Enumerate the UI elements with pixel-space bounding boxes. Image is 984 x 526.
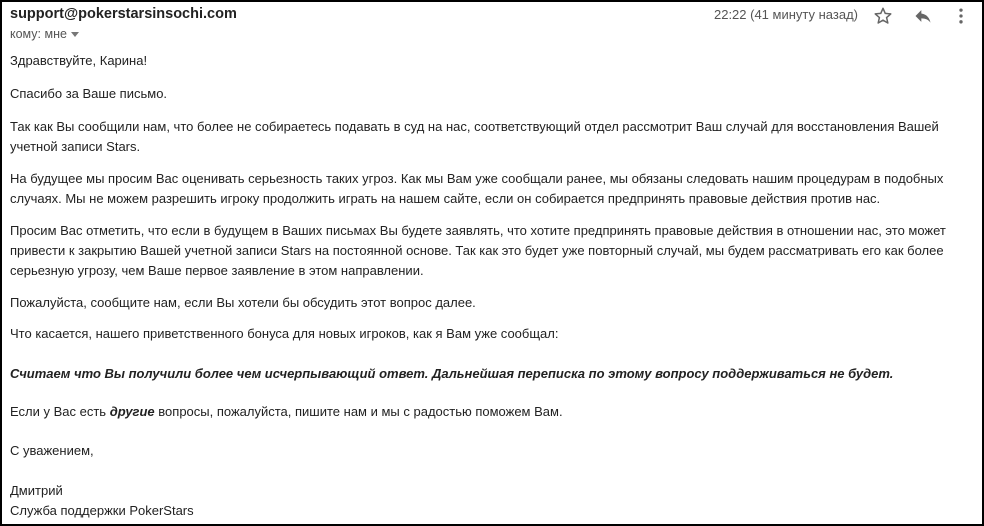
sender-address[interactable]: support@pokerstarsinsochi.com	[10, 6, 237, 22]
paragraph-other-questions	[10, 402, 563, 422]
greeting: Здравствуйте, Карина!	[10, 53, 148, 68]
message-timestamp: 22:22 (41 минуту назад)	[713, 7, 858, 22]
reply-icon	[913, 6, 933, 26]
reply-button[interactable]	[912, 5, 934, 27]
recipient-toggle[interactable]	[10, 27, 79, 41]
paragraph-discuss: Пожалуйста, сообщите нам, если Вы хотели бы обсудить этот вопрос далее.	[10, 295, 476, 310]
bold-statement: Считаем что Вы получили более чем исчерпывающий ответ. Дальнейшая переписка по этому вопросу поддерживаться не будет.	[10, 366, 894, 381]
other-questions-emphasis: другие	[109, 404, 155, 419]
other-questions-prefix: Если у Вас есть	[10, 404, 110, 419]
paragraph-threat-policy: На будущее мы просим Вас оценивать серьезность таких угроз. Как мы Вам уже сообщали ранее, мы обязаны следовать нашим процедурам в подобных случаях. Мы не можем разрешить игроку продолжить играть на нашем сайте, если он собирается предпринять правовые действия против нас.	[10, 171, 944, 206]
recipient-label: кому: мне	[10, 27, 67, 41]
paragraph-warning: Просим Вас отметить, что если в будущем в Ваших письмах Вы будете заявлять, что хотите предпринять правовые действия в отношении нас, это может привести к закрытию Вашей учетной записи Stars на постоянной основе. Так как это будет уже повторный случай, мы будем рассматривать его как более серьезную угрозу, чем Ваше первое заявление в этом направлении.	[10, 223, 946, 278]
closing: С уважением,	[10, 443, 94, 458]
more-icon	[951, 6, 971, 26]
signature-title: Служба поддержки PokerStars	[10, 503, 194, 518]
signature-name: Дмитрий	[10, 483, 63, 498]
star-icon	[873, 6, 893, 26]
other-questions-suffix: вопросы, пожалуйста, пишите нам и мы с радостью поможем Вам.	[154, 404, 563, 419]
star-button[interactable]	[872, 5, 894, 27]
paragraph-restore-account: Так как Вы сообщили нам, что более не собираетесь подавать в суд на нас, соответствующий отдел рассмотрит Ваш случай для восстановления Вашей учетной записи Stars.	[10, 119, 939, 154]
email-header	[10, 5, 974, 45]
chevron-down-icon	[71, 32, 79, 37]
more-button[interactable]	[950, 5, 972, 27]
thanks-line: Спасибо за Ваше письмо.	[10, 86, 168, 101]
paragraph-bonus: Что касается, нашего приветственного бонуса для новых игроков, как я Вам уже сообщал:	[10, 326, 559, 341]
